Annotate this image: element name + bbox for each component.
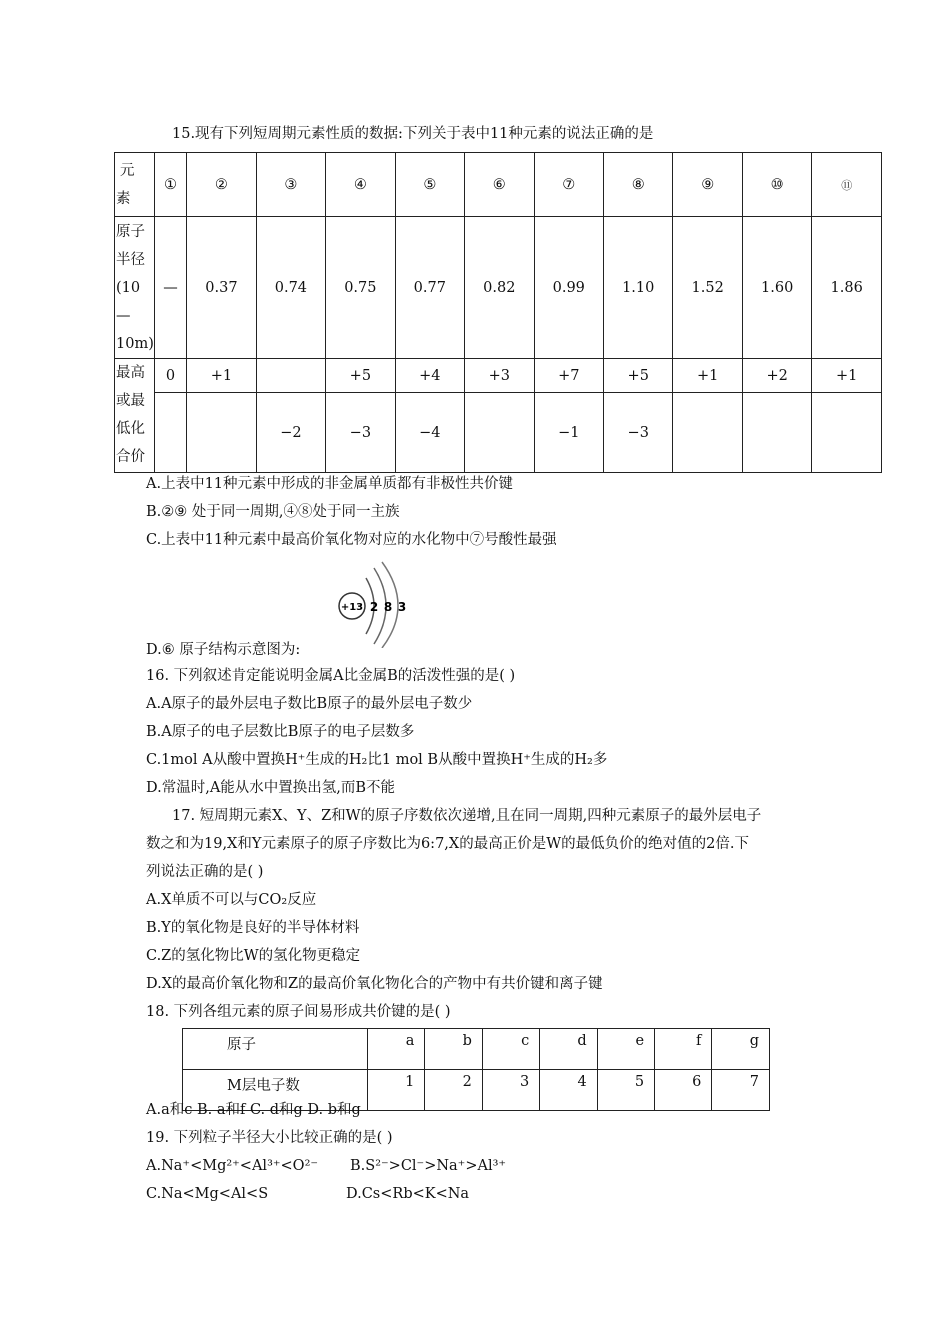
- nucleus-charge: +13: [340, 602, 364, 613]
- table-cell: 7: [712, 1070, 770, 1111]
- element-cell: ⑨: [673, 153, 742, 217]
- table-cell: e: [597, 1029, 654, 1070]
- radius-cell: 0.37: [187, 217, 256, 359]
- table-row: [115, 153, 882, 217]
- highest-valence-cell: +5: [326, 359, 395, 393]
- table-cell: c: [482, 1029, 539, 1070]
- q16-option-b: B.A原子的电子层数比B原子的电子层数多: [146, 724, 415, 740]
- table-cell: 6: [655, 1070, 712, 1111]
- lowest-valence-cell: −4: [395, 393, 464, 473]
- table-header-m-shell: M层电子数: [183, 1070, 368, 1111]
- table-row: [115, 393, 882, 473]
- q17-option-b: B.Y的氧化物是良好的半导体材料: [146, 920, 360, 936]
- q18-options: A.a和c B. a和f C. d和g D. b和g: [146, 1102, 361, 1118]
- radius-cell: —: [154, 217, 186, 359]
- highest-valence-cell: +3: [465, 359, 534, 393]
- radius-cell: 0.77: [395, 217, 464, 359]
- element-cell: ④: [326, 153, 395, 217]
- highest-valence-cell: 0: [154, 359, 186, 393]
- row-label-valence: 最高 或最 低化 合价: [115, 359, 155, 473]
- q17-stem-line-2: 数之和为19,X和Y元素原子的原子序数比为6:7,X的最高正价是W的最低负价的绝对值的2倍.下: [146, 836, 749, 852]
- lowest-valence-cell: −2: [256, 393, 325, 473]
- highest-valence-cell: +4: [395, 359, 464, 393]
- highest-valence-cell: +1: [812, 359, 882, 393]
- q17-option-c: C.Z的氢化物比W的氢化物更稳定: [146, 948, 361, 964]
- q16-option-c: C.1mol A从酸中置换H⁺生成的H₂比1 mol B从酸中置换H⁺生成的H₂多: [146, 752, 608, 768]
- lowest-valence-cell: [465, 393, 534, 473]
- q19-option-c: C.Na<Mg<Al<S: [146, 1186, 269, 1202]
- lowest-valence-cell: [187, 393, 256, 473]
- lowest-valence-cell: [812, 393, 882, 473]
- radius-cell: 1.86: [812, 217, 882, 359]
- q17-option-a: A.X单质不可以与CO₂反应: [146, 892, 317, 908]
- q18-stem: 18. 下列各组元素的原子间易形成共价键的是( ): [146, 1004, 451, 1020]
- table-cell: 2: [425, 1070, 483, 1111]
- q17-stem-line-1: 17. 短周期元素X、Y、Z和W的原子序数依次递增,且在同一周期,四种元素原子的最外层电子: [172, 808, 762, 824]
- radius-cell: 0.99: [534, 217, 603, 359]
- table-cell: b: [425, 1029, 483, 1070]
- row-label-radius: 原子 半径 (10 — 10m): [115, 217, 155, 359]
- lowest-valence-cell: [154, 393, 186, 473]
- radius-cell: 0.75: [326, 217, 395, 359]
- table-row: [115, 359, 882, 393]
- q17-option-d: D.X的最高价氧化物和Z的最高价氧化物化合的产物中有共价键和离子键: [146, 976, 603, 992]
- shell-electrons-1: 2: [369, 600, 379, 614]
- q15-option-a: A.上表中11种元素中形成的非金属单质都有非极性共价键: [146, 476, 514, 492]
- highest-valence-cell: [256, 359, 325, 393]
- table-cell: d: [540, 1029, 598, 1070]
- row-label-element: 元 素: [115, 153, 155, 217]
- q19-option-b: B.S²⁻>Cl⁻>Na⁺>Al³⁺: [350, 1158, 507, 1174]
- highest-valence-cell: +1: [187, 359, 256, 393]
- element-cell: ⑧: [604, 153, 673, 217]
- q16-option-a: A.A原子的最外层电子数比B原子的最外层电子数少: [146, 696, 473, 712]
- highest-valence-cell: +2: [742, 359, 811, 393]
- q16-option-d: D.常温时,A能从水中置换出氢,而B不能: [146, 780, 396, 796]
- radius-cell: 0.82: [465, 217, 534, 359]
- radius-cell: 0.74: [256, 217, 325, 359]
- shell-electrons-3: 3: [397, 600, 407, 614]
- lowest-valence-cell: [673, 393, 742, 473]
- highest-valence-cell: +5: [604, 359, 673, 393]
- radius-cell: 1.52: [673, 217, 742, 359]
- table-cell: a: [368, 1029, 425, 1070]
- element-cell: ⑪: [812, 153, 882, 217]
- radius-cell: 1.10: [604, 217, 673, 359]
- highest-valence-cell: +1: [673, 359, 742, 393]
- q19-option-d: D.Cs<Rb<K<Na: [346, 1186, 470, 1202]
- lowest-valence-cell: −3: [326, 393, 395, 473]
- table-cell: 4: [540, 1070, 598, 1111]
- element-cell: ⑥: [465, 153, 534, 217]
- q15-option-c: C.上表中11种元素中最高价氧化物对应的水化物中⑦号酸性最强: [146, 532, 557, 548]
- m-shell-electron-table: [182, 1028, 770, 1111]
- table-cell: 3: [482, 1070, 539, 1111]
- lowest-valence-cell: −3: [604, 393, 673, 473]
- table-cell: g: [712, 1029, 770, 1070]
- q19-stem: 19. 下列粒子半径大小比较正确的是( ): [146, 1130, 393, 1146]
- q15-stem: 15.现有下列短周期元素性质的数据:下列关于表中11种元素的说法正确的是: [172, 126, 654, 142]
- q15-option-b: B.②⑨ 处于同一周期,④⑧处于同一主族: [146, 504, 400, 520]
- radius-cell: 1.60: [742, 217, 811, 359]
- element-cell: ③: [256, 153, 325, 217]
- table-row: [115, 217, 882, 359]
- element-cell: ②: [187, 153, 256, 217]
- element-cell: ⑩: [742, 153, 811, 217]
- q17-stem-line-3: 列说法正确的是( ): [146, 864, 264, 880]
- q19-option-a: A.Na⁺<Mg²⁺<Al³⁺<O²⁻: [146, 1158, 319, 1174]
- element-cell: ⑤: [395, 153, 464, 217]
- lowest-valence-cell: −1: [534, 393, 603, 473]
- table-header-atom: 原子: [183, 1029, 368, 1070]
- table-cell: 5: [597, 1070, 654, 1111]
- highest-valence-cell: +7: [534, 359, 603, 393]
- table-row: [183, 1029, 770, 1070]
- lowest-valence-cell: [742, 393, 811, 473]
- q15-option-d: D.⑥ 原子结构示意图为:: [146, 642, 301, 658]
- shell-electrons-2: 8: [383, 600, 393, 614]
- element-properties-table: [114, 152, 882, 473]
- table-cell: 1: [368, 1070, 425, 1111]
- element-cell: ①: [154, 153, 186, 217]
- q16-stem: 16. 下列叙述肯定能说明金属A比金属B的活泼性强的是( ): [146, 668, 516, 684]
- table-cell: f: [655, 1029, 712, 1070]
- element-cell: ⑦: [534, 153, 603, 217]
- atomic-structure-diagram: [336, 560, 426, 648]
